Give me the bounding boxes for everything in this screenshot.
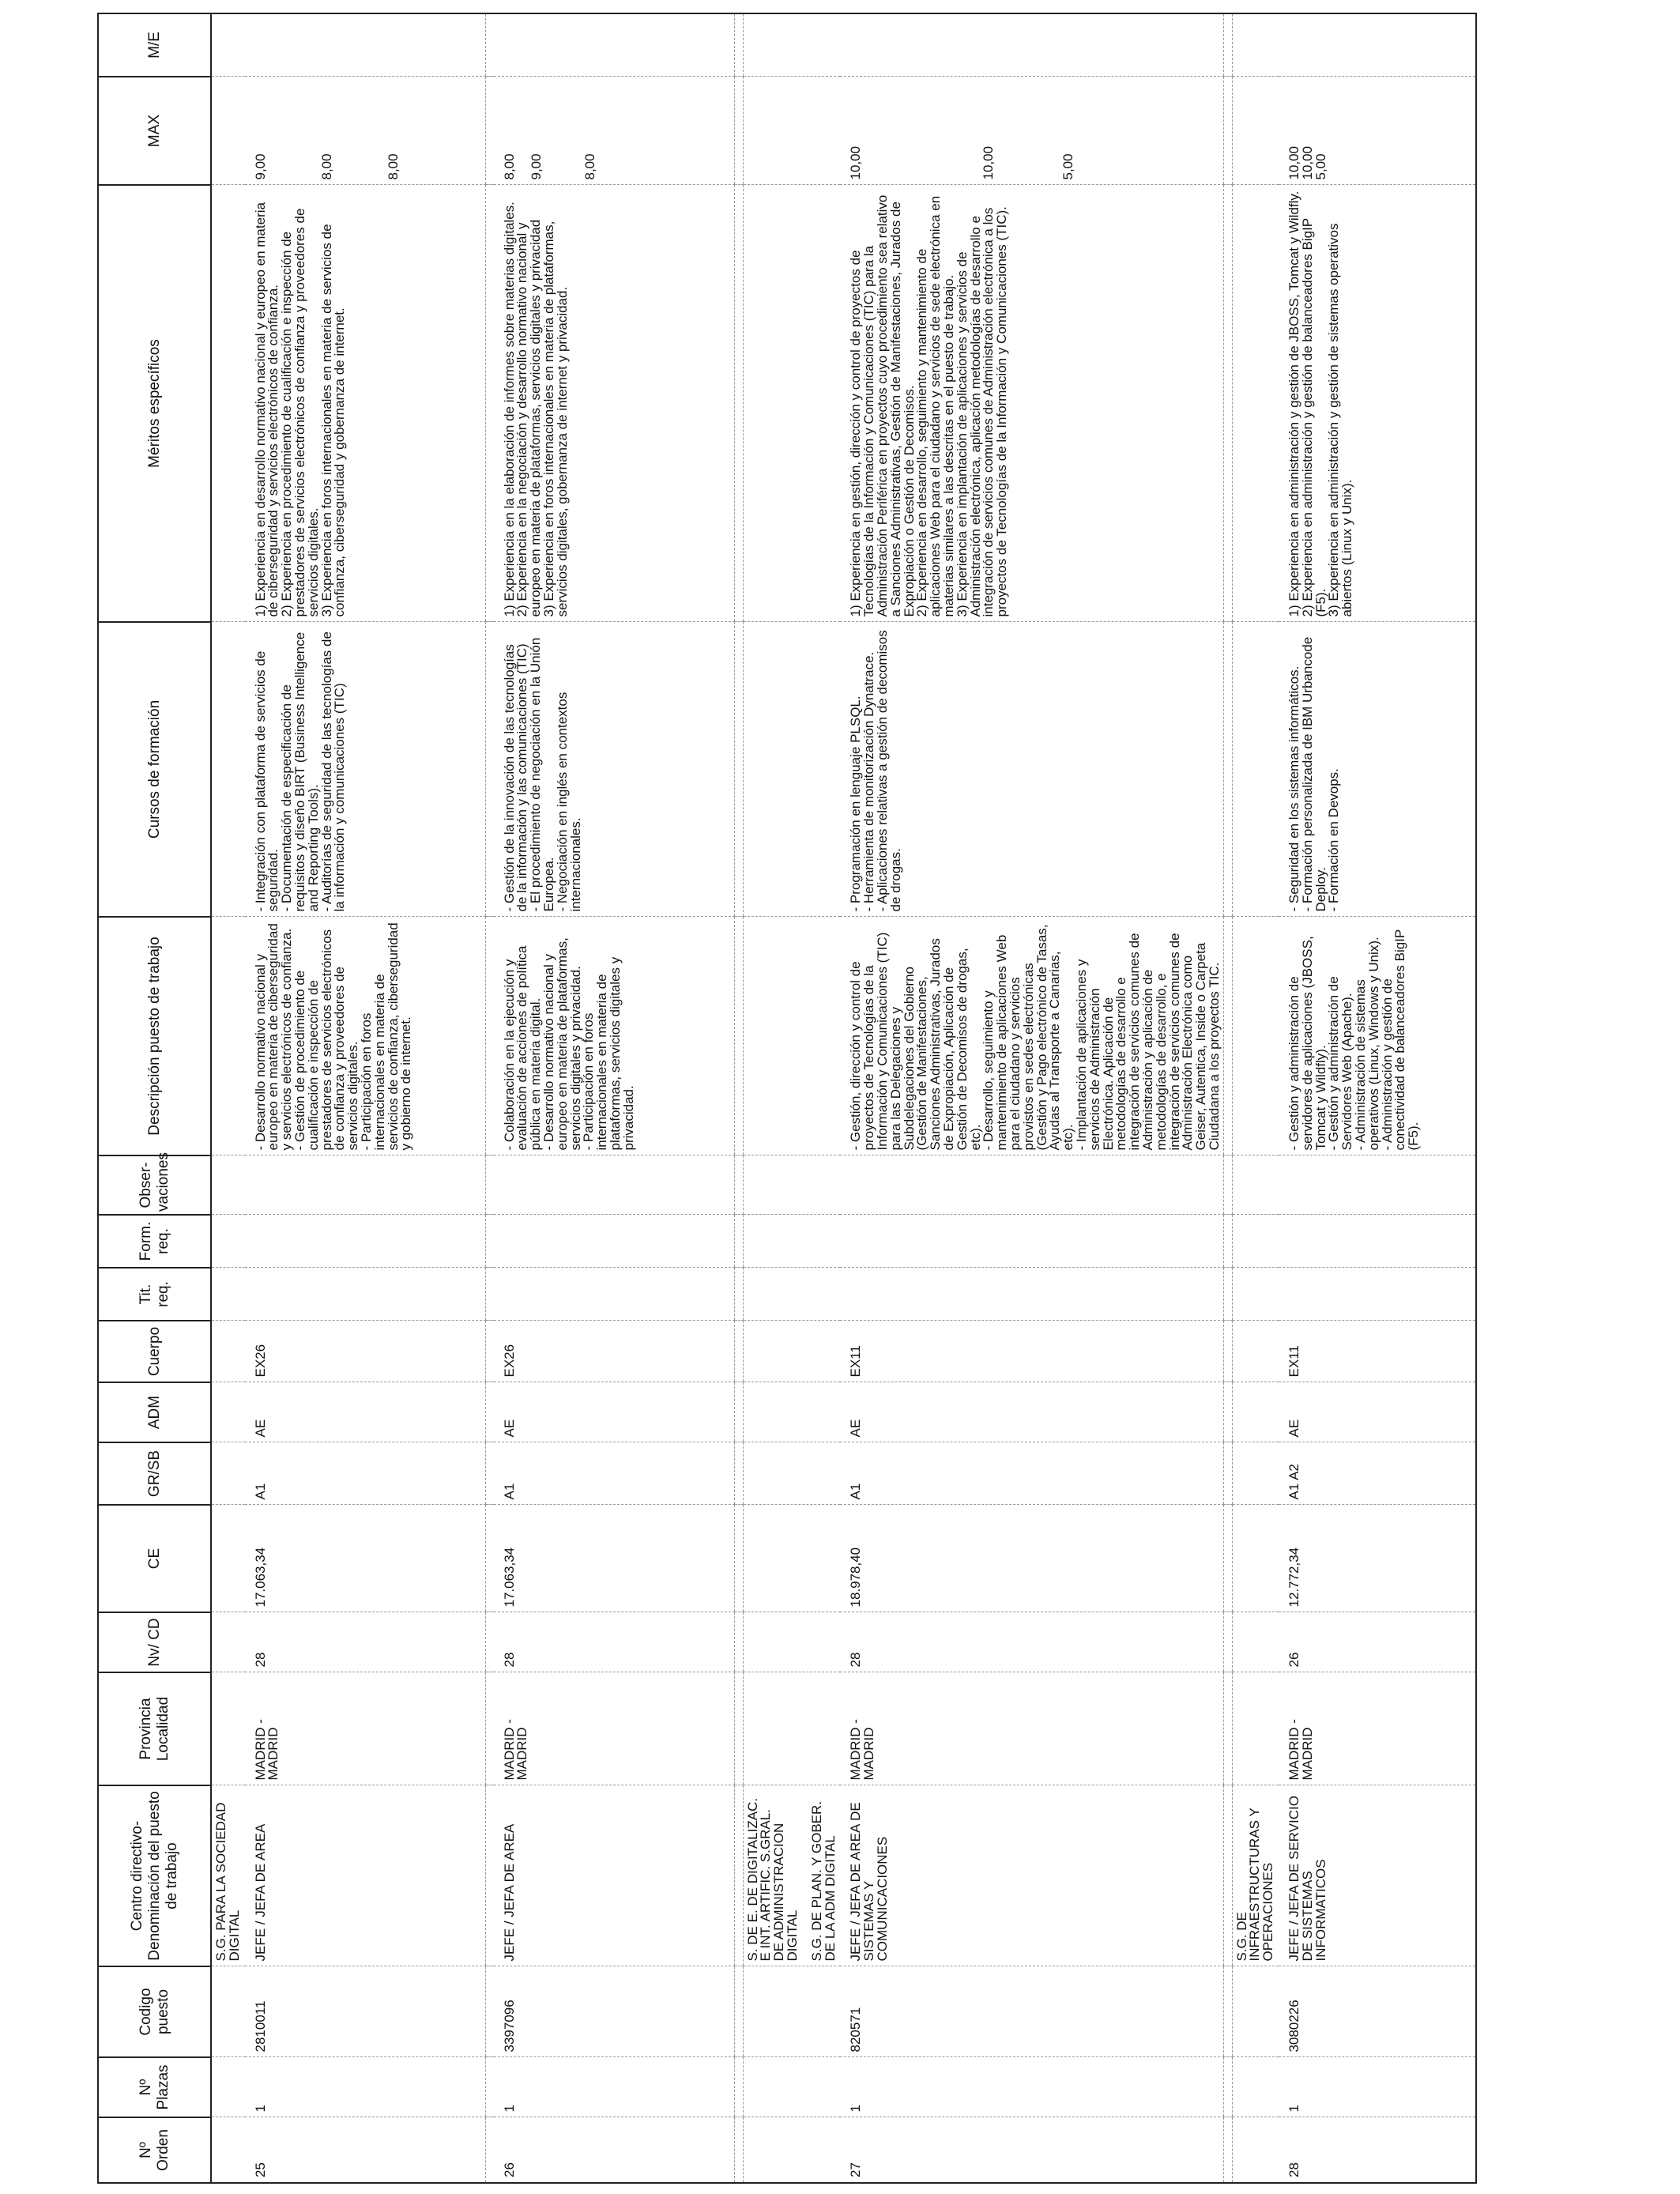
cell-cuerpo: EX26: [494, 1321, 735, 1382]
max-value: 8,00: [318, 153, 334, 180]
max-value: 8,00: [501, 153, 517, 180]
cell-plazas: 1: [1279, 2057, 1476, 2117]
cell-tit: [494, 1268, 735, 1321]
header-orden: Nº Orden: [98, 2117, 211, 2183]
cell-cursos: - Seguridad en los sistemas informáticos. - Formación personalizada de IBM Urbancode Deploy. - Formación en Devops.: [1279, 622, 1476, 917]
center-name: S. DE E. DE DIGITALIZAC. E INT. ARTIFIC. S.GRAL. DE ADMINISTRACION DIGITAL: [744, 1797, 800, 1962]
cell-tit: [840, 1268, 1223, 1321]
cell-form: [1279, 1215, 1476, 1268]
max-value: 5,00: [1060, 153, 1076, 180]
merit-item: 1) Experiencia en gestión, dirección y control de proyectos de Tecnologías de la Información y Comunicaciones (TIC) para la Administración Periférica en proyectos cuyo procedimiento sea relativo a Sanciones Administrativas, Gestión de Manifestaciones, Jurados de Expropiación o Gestión de Decomisos.: [848, 194, 917, 617]
max-value: 5,00: [1313, 153, 1329, 180]
header-me: M/E: [98, 13, 211, 77]
cell-obs: [494, 1155, 735, 1215]
cell-meritos: [840, 185, 1223, 622]
center-name: S.G. DE INFRAESTRUCTURAS Y OPERACIONES: [1232, 1785, 1279, 1966]
header-provincia: Provincia Localidad: [98, 1672, 211, 1785]
cell-tit: [245, 1268, 486, 1321]
header-centro: Centro directivo-Denominación del puesto de trabajo: [98, 1785, 211, 1966]
cell-plazas: 1: [494, 2057, 735, 2117]
cell-nivel: 26: [1279, 1612, 1476, 1672]
cell-ce: 12.772,34: [1279, 1505, 1476, 1612]
center-row: [211, 13, 245, 2183]
cell-descripcion: - Gestión y administración de servidores de aplicaciones (JBOSS, Tomcat y Wildfly). - Gestión y administración de Servidores Web (Apache). - Administración de sistemas operativos (Linux, Windows y Unix). - Administración y gestión de conectividad de balanceadores BigIP (F5).: [1279, 917, 1476, 1155]
header-form: Form. req.: [98, 1215, 211, 1268]
cell-form: [494, 1215, 735, 1268]
cell-grupo: A1: [245, 1442, 486, 1505]
cell-provincia: MADRID - MADRID: [840, 1672, 1223, 1785]
merit-item: 1) Experiencia en la elaboración de informes sobre materias digitales.: [501, 202, 517, 617]
cell-ce: 17.063,34: [494, 1505, 735, 1612]
cell-provincia: MADRID - MADRID: [1279, 1672, 1476, 1785]
cell-max: [245, 77, 486, 185]
merit-item: 1) Experiencia en desarrollo normativo nacional y europeo en materia de ciberseguridad y servicios electrónicos de confianza.: [252, 202, 281, 617]
header-tit: Tit. req.: [98, 1268, 211, 1321]
cell-form: [840, 1215, 1223, 1268]
cell-obs: [1279, 1155, 1476, 1215]
header-plazas: Nº Plazas: [98, 2057, 211, 2117]
cell-plazas: 1: [840, 2057, 1223, 2117]
cell-codigo: 820571: [840, 1966, 1223, 2057]
cell-max: [1279, 77, 1476, 185]
table-row: [494, 13, 735, 2183]
header-max: MAX: [98, 77, 211, 185]
max-value: 10,00: [1286, 145, 1302, 180]
max-value: 9,00: [252, 153, 268, 180]
cell-max: [494, 77, 735, 185]
header-grupo: GR/SB: [98, 1442, 211, 1505]
max-value: 10,00: [981, 145, 996, 180]
header-row: [98, 13, 211, 2183]
cell-denominacion: JEFE / JEFA DE AREA: [494, 1785, 735, 1966]
center-name: S.G. DE PLAN. Y GOBER. DE LA ADM DIGITAL: [808, 1801, 838, 1962]
cell-provincia: MADRID - MADRID: [494, 1672, 735, 1785]
cell-cuerpo: EX11: [840, 1321, 1223, 1382]
center-row: [743, 13, 840, 2183]
cell-adm: AE: [494, 1382, 735, 1442]
center-row: [1232, 13, 1279, 2183]
merit-item: 2) Experiencia en la negociación y desarrollo normativo nacional y europeo en materia de plataformas, servicios digitales y privacidad: [514, 219, 544, 617]
merit-item: 3) Experiencia en administración y gestión de sistemas operativos abiertos (Linux y Unix).: [1326, 223, 1355, 617]
merit-item: 3) Experiencia en implantación de aplicaciones y servicios de Administración electrónica, aplicación metodologías de desarrollo e integración de servicios comunes de Administración electrónica a los proyectos de Tecnologías de la Información y Comunicaciones (TIC).: [954, 206, 1010, 617]
max-value: 10,00: [848, 145, 864, 180]
cell-nivel: 28: [494, 1612, 735, 1672]
header-descripcion: Descripción puesto de trabajo: [98, 917, 211, 1155]
cell-orden: 25: [245, 2117, 486, 2183]
center-name: S.G. PARA LA SOCIEDAD DIGITAL: [211, 1785, 245, 1966]
header-cuerpo: Cuerpo: [98, 1321, 211, 1382]
cell-me: [245, 13, 486, 77]
header-adm: ADM: [98, 1382, 211, 1442]
max-value: 8,00: [385, 153, 401, 180]
positions-table: [97, 13, 1477, 2184]
cell-codigo: 2810011: [245, 1966, 486, 2057]
cell-me: [840, 13, 1223, 77]
table-row: [840, 13, 1223, 2183]
cell-orden: 26: [494, 2117, 735, 2183]
merit-item: 3) Experiencia en foros internacionales en materia de plataformas, servicios digitales, gobernanza de internet y privacidad.: [541, 221, 570, 617]
cell-me: [494, 13, 735, 77]
cell-orden: 28: [1279, 2117, 1476, 2183]
cell-grupo: A1: [840, 1442, 1223, 1505]
header-obs: Obser-vaciones: [98, 1155, 211, 1215]
cell-me: [1279, 13, 1476, 77]
merit-item: 1) Experiencia en administración y gestión de JBOSS, Tomcat y Wildfly.: [1286, 190, 1302, 617]
header-nivel: Nv/ CD: [98, 1612, 211, 1672]
cell-tit: [1279, 1268, 1476, 1321]
cell-ce: 17.063,34: [245, 1505, 486, 1612]
cell-provincia: MADRID - MADRID: [245, 1672, 486, 1785]
header-ce: CE: [98, 1505, 211, 1612]
max-value: 9,00: [528, 153, 544, 180]
merit-item: 2) Experiencia en procedimiento de cualificación e inspección de prestadores de servicios electrónicos de confianza y proveedores de servicios digitales.: [279, 208, 321, 617]
cell-adm: AE: [1279, 1382, 1476, 1442]
table-row: [1279, 13, 1476, 2183]
max-value: 8,00: [582, 153, 597, 180]
cell-meritos: [245, 185, 486, 622]
cell-cuerpo: EX11: [1279, 1321, 1476, 1382]
cell-codigo: 3080226: [1279, 1966, 1476, 2057]
cell-max: [840, 77, 1223, 185]
cell-ce: 18.978,40: [840, 1505, 1223, 1612]
header-cursos: Cursos de formación: [98, 622, 211, 917]
cell-adm: AE: [840, 1382, 1223, 1442]
header-meritos: Méritos específicos: [98, 185, 211, 622]
cell-descripcion: - Gestión, dirección y control de proyectos de Tecnologías de la Información y Comunicaciones (TIC) para las Delegaciones y Subdelegaciones del Gobierno (Gestión de Manifestaciones, Sanciones Administrativas, Jurados de Expropiación, Aplicación de Gestión de Decomisos de drogas, etc). - Desarrollo, seguimiento y mantenimiento de aplicaciones Web para el ciudadano y servicios provistos en sedes electrónicas (Gestión y Pago electrónico de Tasas, Ayudas al Transporte a Canarias, etc). - Implantación de aplicaciones y servicios de Administración Electrónica. Aplicación de metodologías de desarrollo e integración de servicios comunes de Administración y aplicación de metodologías de desarrollo, e integración de servicios comunes de Administración Electrónica como Geiser, Autentica, Inside o Carpeta Ciudadana a los proyectos TIC.: [840, 917, 1223, 1155]
cell-grupo: A1 A2: [1279, 1442, 1476, 1505]
cell-adm: AE: [245, 1382, 486, 1442]
max-value: 10,00: [1300, 145, 1316, 180]
rotated-table-wrapper: [97, 14, 1641, 2184]
cell-meritos: [494, 185, 735, 622]
cell-denominacion: JEFE / JEFA DE AREA DE SISTEMAS Y COMUNICACIONES: [840, 1785, 1223, 1966]
cell-orden: 27: [840, 2117, 1223, 2183]
cell-cuerpo: EX26: [245, 1321, 486, 1382]
cell-grupo: A1: [494, 1442, 735, 1505]
cell-cursos: - Programación en lenguaje PLSQL. - Herramienta de monitorización Dynatrace. - Aplicaciones relativas a gestión de decomisos de drogas.: [840, 622, 1223, 917]
merit-item: 3) Experiencia en foros internacionales en materia de servicios de confianza, ciberseguridad y gobernanza de internet.: [318, 224, 348, 617]
cell-plazas: 1: [245, 2057, 486, 2117]
cell-denominacion: JEFE / JEFA DE AREA: [245, 1785, 486, 1966]
table-row: [245, 13, 486, 2183]
merit-item: 2) Experiencia en desarrollo, seguimiento y mantenimiento de aplicaciones Web para el ciudadano y servicios de sede electrónica en materias similares a las descritas en el puesto de trabajo.: [914, 195, 956, 617]
cell-obs: [245, 1155, 486, 1215]
cell-nivel: 28: [245, 1612, 486, 1672]
cell-descripcion: - Desarrollo normativo nacional y europeo en materia de ciberseguridad y servicios electrónicos de confianza. - Gestión de procedimiento de cualificación e inspección de prestadores de servicios electrónicos de confianza y proveedores de servicios digitales. - Participación en foros internacionales en materia de servicios de confianza, ciberseguridad y gobierno de internet.: [245, 917, 486, 1155]
cell-codigo: 3397096: [494, 1966, 735, 2057]
cell-cursos: - Integración con plataforma de servicios de seguridad. - Documentación de especificación de requisitos y diseño BIRT (Business Intelligence and Reporting Tools). - Auditorías de seguridad de las tecnologías de la información y comunicaciones (TIC): [245, 622, 486, 917]
cell-obs: [840, 1155, 1223, 1215]
merit-item: 2) Experiencia en administración y gestión de balanceadores BigIP (F5).: [1299, 218, 1328, 617]
cell-descripcion: - Colaboración en la ejecución y evaluación de acciones de política pública en materia digital. - Desarrollo normativo nacional y europeo en materia de plataformas, servicios digitales y privacidad. - Participación en foros internacionales en materia de plataformas, servicios digitales y privacidad.: [494, 917, 735, 1155]
cell-form: [245, 1215, 486, 1268]
cell-nivel: 28: [840, 1612, 1223, 1672]
cell-meritos: [1279, 185, 1476, 622]
cell-cursos: - Gestión de la innovación de las tecnologías de la información y las comunicaciones (TIC) - El procedimiento de negociación en la Unión Europea. - Negociación en inglés en contextos internacionales.: [494, 622, 735, 917]
cell-denominacion: JEFE / JEFA DE SERVICIO DE SISTEMAS INFORMATICOS: [1279, 1785, 1476, 1966]
header-codigo: Codigo puesto: [98, 1966, 211, 2057]
